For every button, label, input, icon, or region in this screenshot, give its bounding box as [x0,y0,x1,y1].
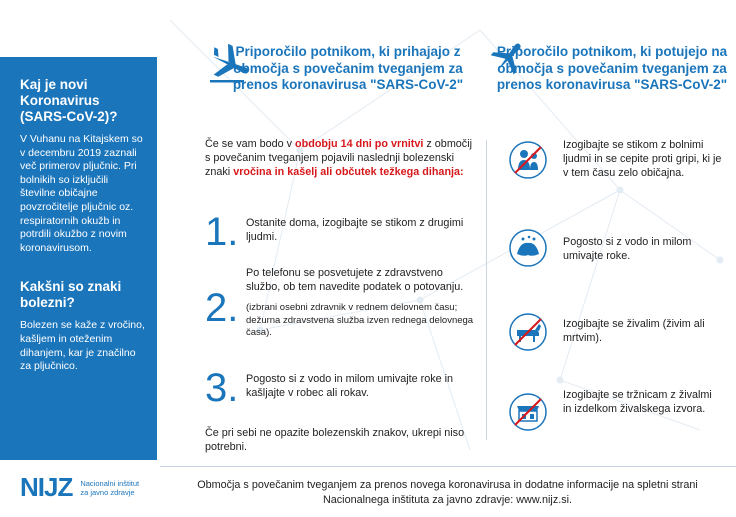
step-2-main: Po telefonu se posvetujete z zdravstveno službo, ob tem navedite podatek o potovanju. [246,267,464,293]
logo-mark: NIJZ [20,472,73,502]
sidebar-q1-title: Kaj je novi Koronavirus (SARS-CoV-2)? [20,77,118,124]
intro-highlight-symptoms: vročina in kašelj ali občutek težkega dihanja: [233,166,464,178]
sick-person-crossed-icon [508,140,548,180]
step-text: Pogosto si z vodo in milom umivajte roke in kašljajte v robec ali rokav. [246,373,454,399]
market-crossed-icon [508,392,548,432]
step-number: 2. [205,286,239,330]
sidebar-q1-text: V Vuhanu na Kitajskem so v decembru 2019 zaznali več primerov pljučnic. Pri bolnikih so izključili številne običajne povzročitelje pljučnic oz. respiratornih okužb in potrdili okužbo z novim koronavirusom. [20,133,143,254]
logo-line-2: za javno zdravje [80,487,135,497]
right-item-2: Pogosto si z vodo in milom umivajte roke. [563,236,692,262]
step-3 [205,368,475,408]
nijz-logo [20,472,139,503]
sidebar-q2-title: Kakšni so znaki bolezni? [20,279,122,311]
info-sidebar [0,57,157,460]
animal-crossed-icon [508,312,548,352]
step-number: 1. [205,210,239,254]
sidebar-q2-text: Bolezen se kaže z vročino, kašljem in oteženim dihanjem, kar je značilno za pljučnico. [20,319,145,373]
footer-text: Območja s povečanim tveganjem za prenos novega koronavirusa in dodatne informacije na spletni strani Nacionalnega inštituta za javno zdravje: www.nijz.si. [197,479,698,506]
right-item-3: Izogibajte se živalim (živim ali mrtvim). [563,318,705,344]
step-text [246,266,474,340]
intro-highlight-period: obdobju 14 dni po vrnitvi [295,138,424,150]
right-header: Priporočilo potnikom, ki potujejo na območja s povečanim tveganjem za prenos koronavirusa "SARS-CoV-2" [496,44,728,92]
step-2 [205,267,475,358]
right-item-1: Izogibajte se stikom z bolnimi ljudmi in se cepite proti gripi, ki je v tem času zelo običajna. [563,139,722,179]
handwashing-icon [508,228,548,268]
closing-text: Če pri sebi ne opazite bolezenskih znakov, ukrepi niso potrebni. [205,427,465,453]
intro-part-1: Če se vam bodo v [205,138,296,150]
intro-part-3: z območij s povečanim tveganjem pojavili naslednji bolezenski znaki [205,138,473,178]
step-text: Ostanite doma, izogibajte se stikom z drugimi ljudmi. [246,217,464,243]
step-2-note: (izbrani osebni zdravnik v rednem delovnem času; dežurna zdravstvena služba izven rednega delovnega časa). [246,302,474,338]
right-item-4: Izogibajte se tržnicam z živalmi in izdelkom živalskega izvora. [563,389,712,415]
intro-text [205,137,475,179]
column-divider [486,140,487,440]
logo-text [80,479,139,497]
footer-divider [160,466,736,467]
logo-line-1: Nacionalni inštitut [80,478,140,488]
step-1 [205,212,475,252]
step-number: 3. [205,366,239,410]
left-header: Priporočilo potnikom, ki prihajajo z območja s povečanim tveganjem za prenos koronavirusa "SARS-CoV-2" [232,44,464,92]
